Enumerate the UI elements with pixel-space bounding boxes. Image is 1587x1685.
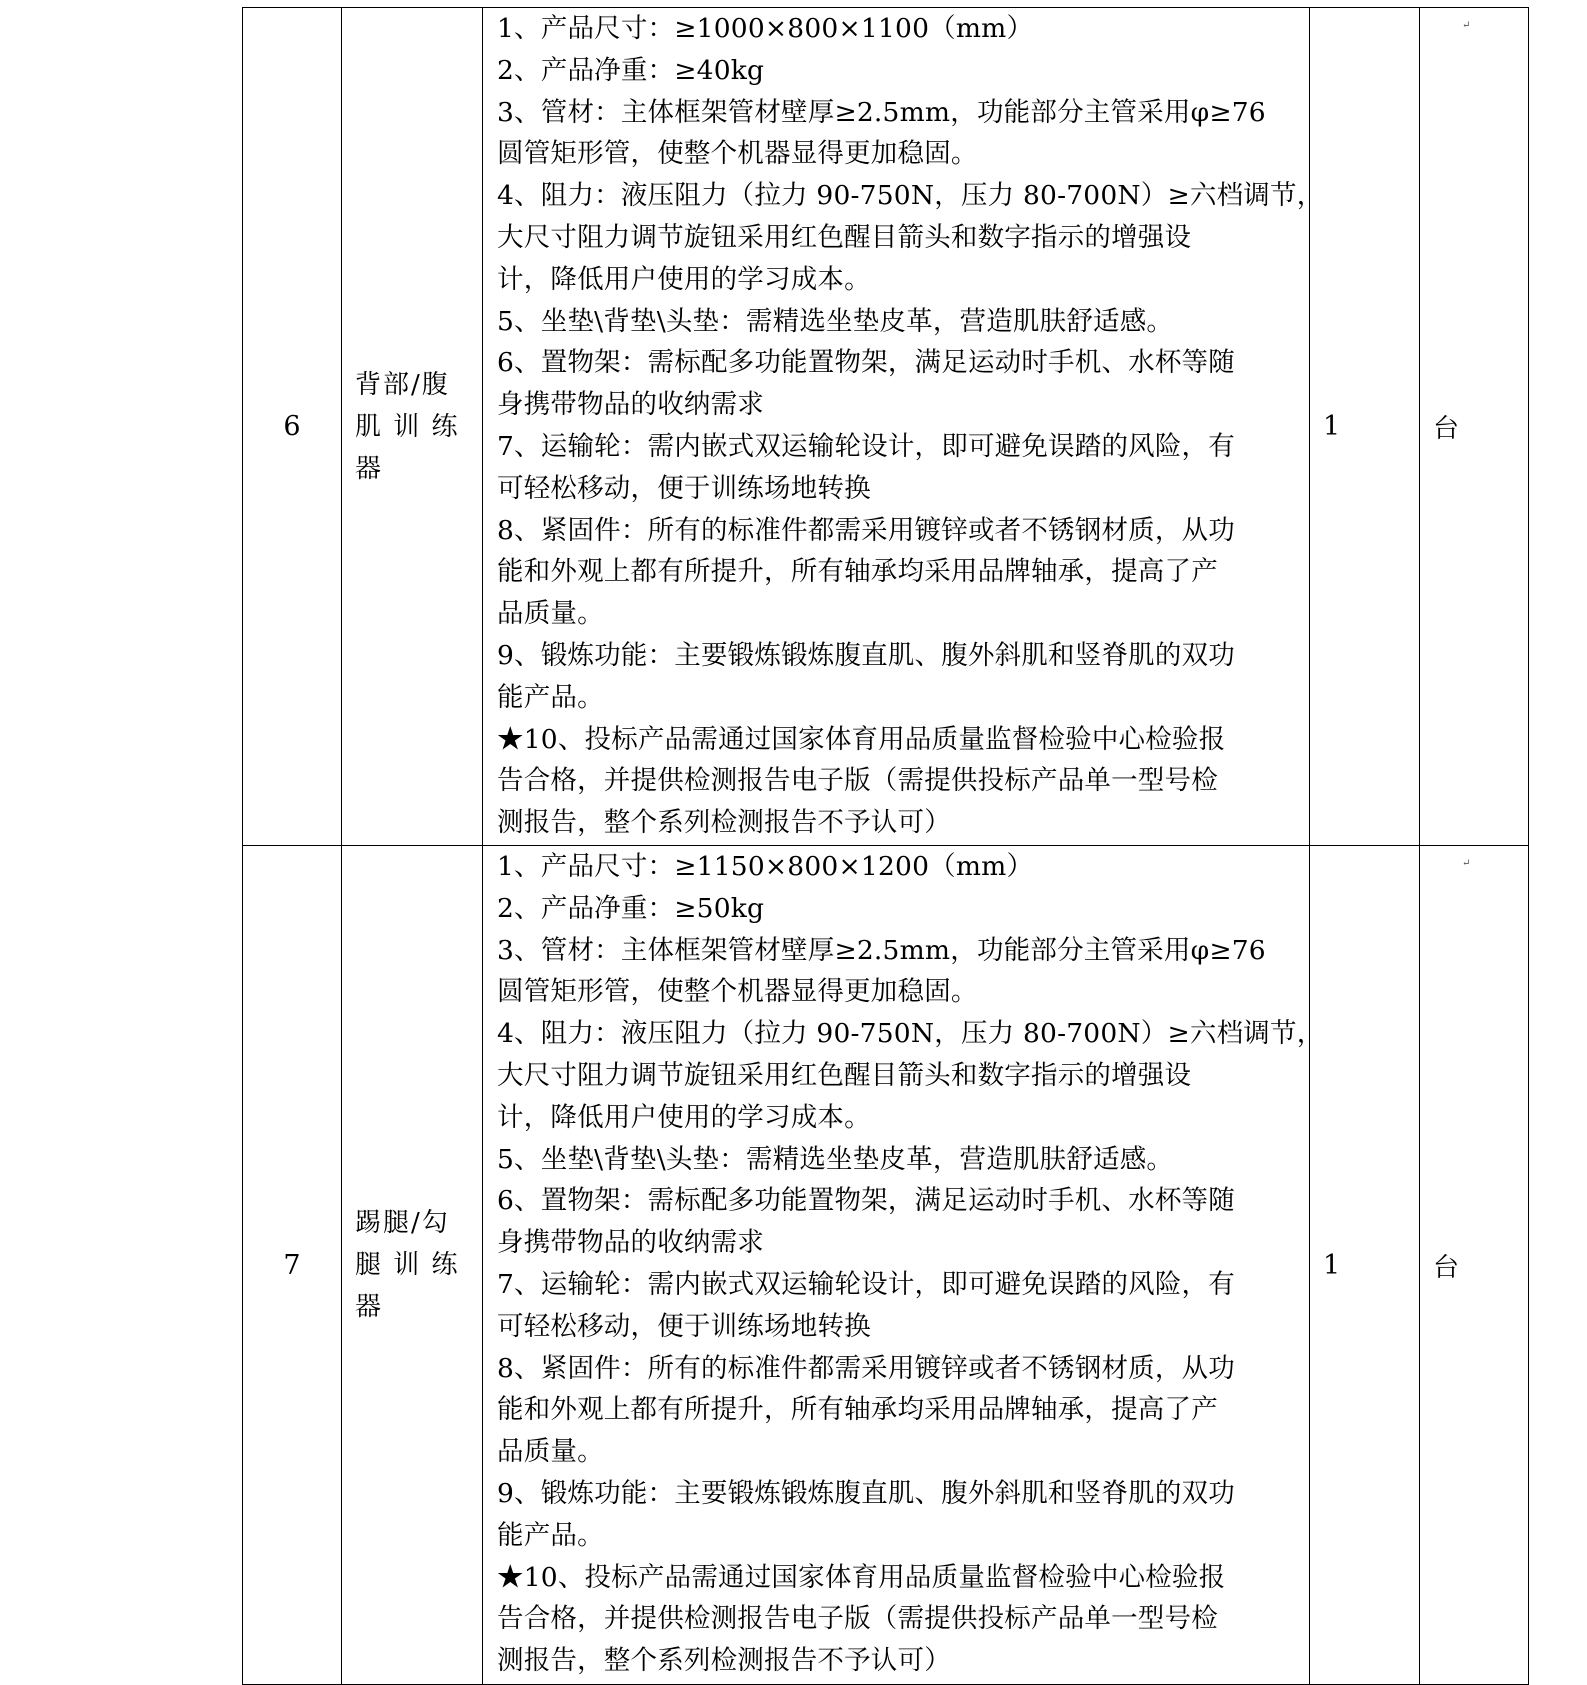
- spec-line: 7、运输轮：需内嵌式双运输轮设计，即可避免误踏的风险，有: [497, 1268, 1235, 1300]
- spec-line: 能和外观上都有所提升，所有轴承均采用品牌轴承，提高了产: [497, 1394, 1218, 1426]
- spec-line: 6、置物架：需标配多功能置物架，满足运动时手机、水杯等随: [497, 1185, 1235, 1217]
- quantity: [1310, 846, 1420, 1685]
- spec-line: 5、坐垫\背垫\头垫：需精选坐垫皮革，营造肌肤舒适感。: [497, 1143, 1174, 1175]
- spec-line: 4、阻力：液压阻力（拉力 90-750N，压力 80-700N）≥六档调节，: [497, 1018, 1324, 1050]
- spec-line: 7、运输轮：需内嵌式双运输轮设计，即可避免误踏的风险，有: [497, 430, 1235, 462]
- product-name-line: 器: [355, 453, 384, 484]
- spec-line: ★10、投标产品需通过国家体育用品质量监督检验中心检验报: [497, 1561, 1226, 1593]
- spec-line: 圆管矩形管，使整个机器显得更加稳固。: [497, 976, 978, 1008]
- spec-line: 身携带物品的收纳需求: [497, 389, 764, 421]
- spec-line: 能和外观上都有所提升，所有轴承均采用品牌轴承，提高了产: [497, 556, 1218, 588]
- unit: [1420, 846, 1529, 1685]
- quantity-text: 1: [1323, 411, 1341, 442]
- spec-line: 告合格，并提供检测报告电子版（需提供投标产品单一型号检: [497, 765, 1218, 797]
- spec-line: 5、坐垫\背垫\头垫：需精选坐垫皮革，营造肌肤舒适感。: [497, 305, 1174, 337]
- spec-line: 大尺寸阻力调节旋钮采用红色醒目箭头和数字指示的增强设: [497, 221, 1192, 253]
- spec-line: 1、产品尺寸：≥1000×800×1100（mm）: [497, 13, 1034, 44]
- spec-line: 8、紧固件：所有的标准件都需采用镀锌或者不锈钢材质，从功: [497, 1352, 1235, 1384]
- spec-line: 测报告，整个系列检测报告不予认可）: [497, 807, 951, 839]
- spec-line: 3、管材：主体框架管材壁厚≥2.5mm，功能部分主管采用φ≥76: [497, 934, 1266, 966]
- quantity: [1310, 8, 1420, 846]
- spec-line: 品质量。: [497, 598, 604, 630]
- table-body: [243, 8, 1529, 1685]
- spec-line: 8、紧固件：所有的标准件都需采用镀锌或者不锈钢材质，从功: [497, 514, 1235, 546]
- spec-text: [483, 8, 1324, 846]
- row-end-mark: ↵: [1462, 20, 1471, 31]
- spec-line: 4、阻力：液压阻力（拉力 90-750N，压力 80-700N）≥六档调节，: [497, 180, 1324, 212]
- spec-line: 2、产品净重：≥50kg: [497, 892, 765, 924]
- spec-line: 测报告，整个系列检测报告不予认可）: [497, 1645, 951, 1677]
- table-row: [243, 846, 1529, 1685]
- product-name-line: 踢腿/勾: [355, 1208, 450, 1238]
- spec-table: [242, 7, 1529, 1685]
- spec-line: 计，降低用户使用的学习成本。: [497, 1101, 871, 1133]
- row-index: [243, 846, 342, 1685]
- row-index-text: 6: [283, 411, 301, 442]
- unit-text: 台: [1433, 414, 1460, 444]
- product-name-line: 肌 训 练: [355, 411, 460, 442]
- spec-line: 大尺寸阻力调节旋钮采用红色醒目箭头和数字指示的增强设: [497, 1059, 1192, 1091]
- spec-line: 可轻松移动，便于训练场地转换: [497, 472, 871, 504]
- row-index-text: 7: [283, 1249, 301, 1281]
- product-name: [342, 8, 483, 846]
- spec-line: 能产品。: [497, 681, 604, 713]
- unit-text: 台: [1433, 1252, 1460, 1283]
- spec-line: 告合格，并提供检测报告电子版（需提供投标产品单一型号检: [497, 1603, 1218, 1635]
- spec-line: 1、产品尺寸：≥1150×800×1200（mm）: [497, 851, 1034, 882]
- spec-line: 6、置物架：需标配多功能置物架，满足运动时手机、水杯等随: [497, 347, 1235, 379]
- row-index: [243, 8, 342, 846]
- spec-line: 2、产品净重：≥40kg: [497, 54, 765, 86]
- unit: [1420, 8, 1529, 846]
- spec-line: ★10、投标产品需通过国家体育用品质量监督检验中心检验报: [497, 723, 1226, 755]
- quantity-text: 1: [1323, 1249, 1341, 1281]
- spec-line: 品质量。: [497, 1436, 604, 1468]
- spec-line: 可轻松移动，便于训练场地转换: [497, 1310, 871, 1342]
- row-end-mark: ↵: [1462, 858, 1471, 869]
- product-name-line: 器: [355, 1292, 384, 1322]
- spec-line: 3、管材：主体框架管材壁厚≥2.5mm，功能部分主管采用φ≥76: [497, 96, 1266, 128]
- spec-line: 能产品。: [497, 1519, 604, 1551]
- product-name: [342, 846, 483, 1685]
- spec-text: [483, 846, 1324, 1685]
- spec-line: 计，降低用户使用的学习成本。: [497, 263, 871, 295]
- spec-line: 身携带物品的收纳需求: [497, 1227, 764, 1259]
- table-row: [243, 8, 1529, 846]
- spec-line: 9、锻炼功能：主要锻炼锻炼腹直肌、腹外斜肌和竖脊肌的双功: [497, 639, 1235, 671]
- spec-line: 圆管矩形管，使整个机器显得更加稳固。: [497, 138, 978, 170]
- product-name-line: 腿 训 练: [355, 1250, 460, 1280]
- spec-line: 9、锻炼功能：主要锻炼锻炼腹直肌、腹外斜肌和竖脊肌的双功: [497, 1477, 1235, 1509]
- product-name-line: 背部/腹: [355, 369, 450, 400]
